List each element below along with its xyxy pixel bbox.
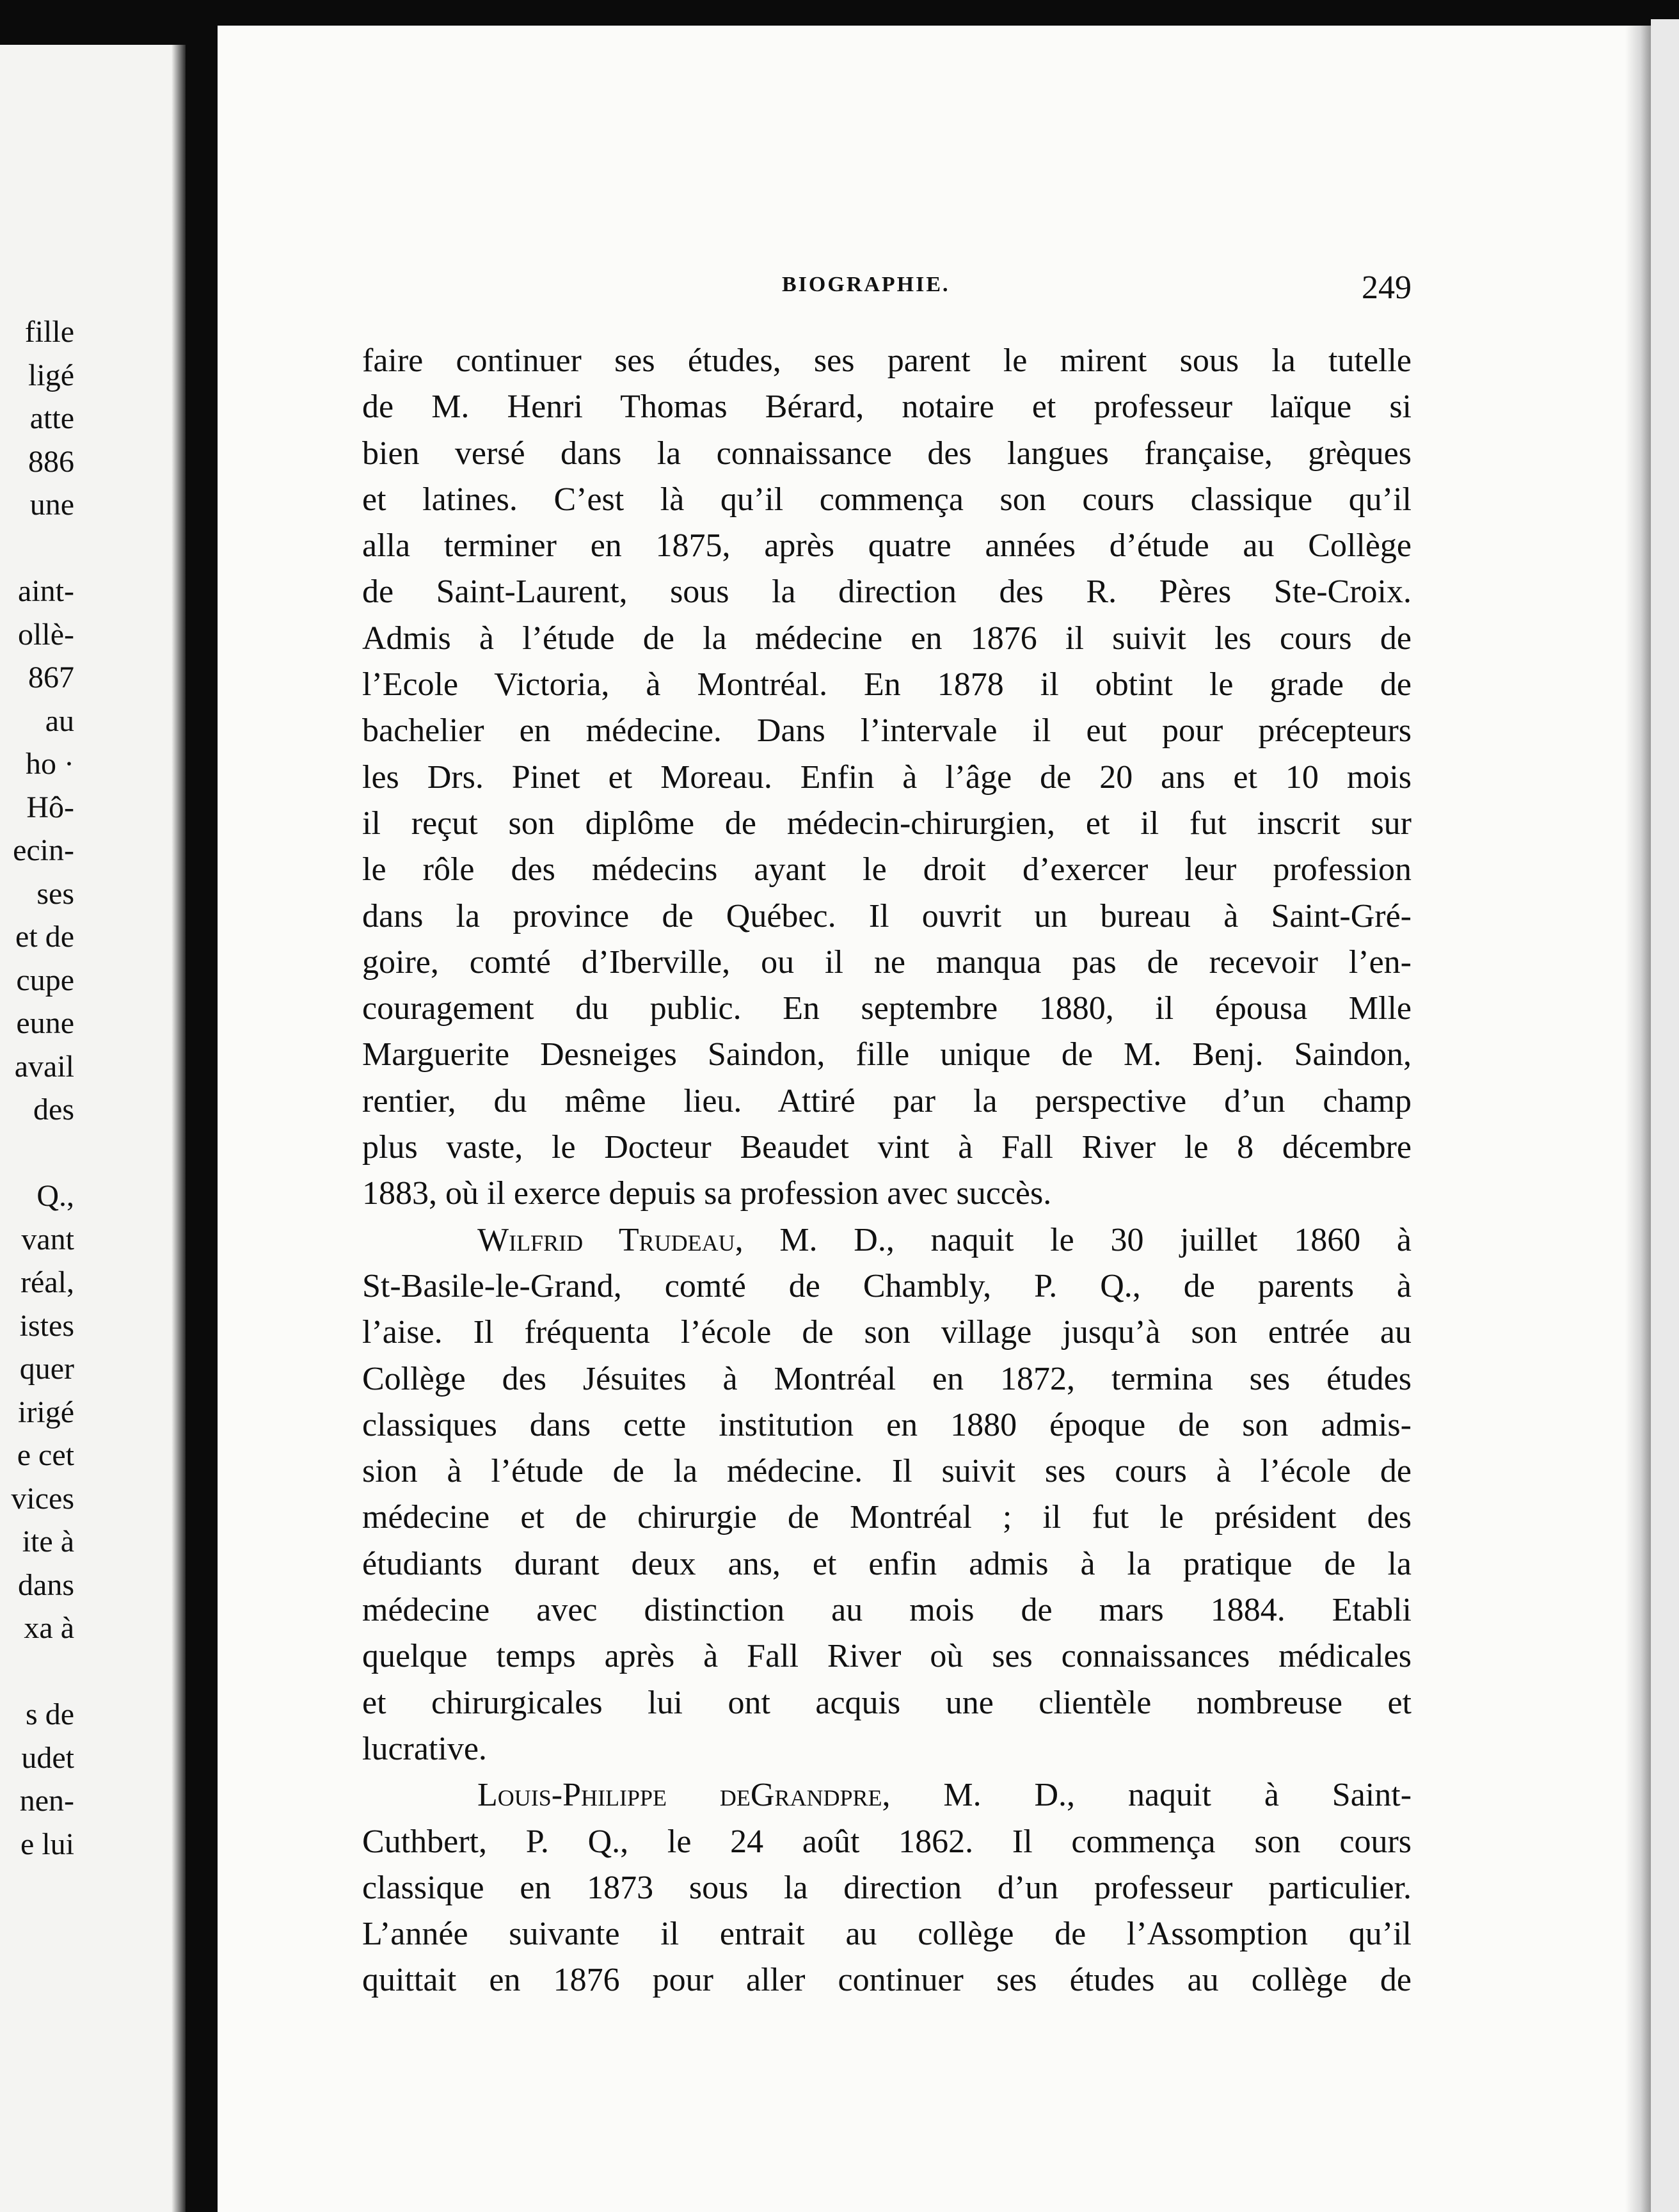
text-line: faire continuer ses études, ses parent le mirent sous la tutelle: [362, 342, 1412, 379]
fragment-line: ho ·: [26, 747, 74, 781]
fragment-line: eune: [16, 1006, 74, 1040]
text-line: plus vaste, le Docteur Beaudet vint à Fall River le 8 décembre: [362, 1129, 1412, 1166]
page-edge-shadow: [1625, 26, 1651, 2212]
text-line: Cuthbert, P. Q., le 24 août 1862. Il commença son cours: [362, 1823, 1412, 1860]
paragraph-start-degrandpre: [362, 1772, 1412, 1818]
text-line: de Saint-Laurent, sous la direction des R. Pères Ste-Croix.: [362, 573, 1412, 611]
fragment-line: e cet: [17, 1438, 74, 1472]
text-line: et latines. C’est là qu’il commença son cours classique qu’il: [362, 481, 1412, 518]
fragment-line: aint-: [18, 574, 74, 608]
text-line: goire, comté d’Iberville, ou il ne manqua pas de recevoir l’en-: [362, 943, 1412, 981]
fragment-line: e lui: [20, 1827, 74, 1861]
fragment-line: ses: [36, 876, 74, 911]
page-number: 249: [1362, 269, 1412, 306]
text-line: classiques dans cette institution en 1880 époque de son admis-: [362, 1406, 1412, 1443]
fragment-line: Hô-: [26, 790, 74, 824]
fragment-line: xa à: [24, 1611, 74, 1645]
fragment-line: réal,: [20, 1265, 74, 1299]
fragment-line: fille: [24, 315, 74, 349]
text-line: le rôle des médecins ayant le droit d’exercer leur profession: [362, 851, 1412, 888]
fragment-line: 886: [28, 444, 74, 479]
fragment-line: nen-: [19, 1784, 74, 1818]
paragraph-start-trudeau: [362, 1217, 1412, 1263]
fragment-line: ollè-: [18, 617, 74, 652]
stacked-pages-edge: [1651, 19, 1679, 2212]
text-line-rest: naquit le 30 juillet 1860 à: [930, 1221, 1412, 1258]
fragment-line: udet: [21, 1740, 74, 1775]
fragment-line: [0, 1650, 74, 1694]
fragment-line: et de: [15, 920, 74, 954]
text-line: quelque temps après à Fall River où ses connaissances médicales: [362, 1638, 1412, 1675]
fragment-line: au: [45, 703, 74, 738]
text-line: bachelier en médecine. Dans l’intervale il eut pour précepteurs: [362, 712, 1412, 749]
fragment-line: vant: [21, 1222, 74, 1256]
previous-page-text: [0, 310, 74, 1866]
body-text: [362, 338, 1412, 2004]
fragment-line: [0, 527, 74, 570]
text-line: 1883, où il exerce depuis sa profession avec succès.: [362, 1175, 1052, 1212]
fragment-line: une: [29, 488, 74, 522]
fragment-line: Q.,: [36, 1179, 74, 1213]
fragment-line: istes: [19, 1308, 74, 1343]
text-line: Admis à l’étude de la médecine en 1876 il suivit les cours de: [362, 620, 1412, 657]
fragment-line: dans: [18, 1567, 74, 1602]
text-line: couragement du public. En septembre 1880, il épousa Mlle: [362, 990, 1412, 1027]
text-line: classique en 1873 sous la direction d’un professeur particulier.: [362, 1869, 1412, 1906]
fragment-line: ite à: [22, 1525, 74, 1559]
fragment-line: vices: [11, 1481, 74, 1516]
text-line: les Drs. Pinet et Moreau. Enfin à l’âge de 20 ans et 10 mois: [362, 758, 1412, 796]
text-line: L’année suivante il entrait au collège de l’Assomption qu’il: [362, 1916, 1412, 1953]
text-line: étudiants durant deux ans, et enfin admis à la pratique de la: [362, 1545, 1412, 1582]
text-line: rentier, du même lieu. Attiré par la perspective d’un champ: [362, 1082, 1412, 1119]
fragment-line: des: [33, 1093, 74, 1126]
text-line: St-Basile-le-Grand, comté de Chambly, P. Q., de parents à: [362, 1267, 1412, 1304]
running-title: BIOGRAPHIE.: [782, 273, 950, 296]
text-line: et chirurgicales lui ont acquis une clientèle nombreuse et: [362, 1684, 1412, 1721]
name-degrandpre: Louis-Philippe deGrandpre, M. D.,: [477, 1777, 1076, 1814]
text-line: quittait en 1876 pour aller continuer ses études au collège de: [362, 1962, 1412, 1999]
text-line: de M. Henri Thomas Bérard, notaire et professeur laïque si: [362, 389, 1412, 426]
fragment-line: s de: [26, 1697, 74, 1731]
text-line: médecine et de chirurgie de Montréal ; il fut le président des: [362, 1499, 1412, 1536]
text-line: Collège des Jésuites à Montréal en 1872, termina ses études: [362, 1360, 1412, 1397]
text-line: lucrative.: [362, 1730, 487, 1767]
gutter-shadow: [171, 45, 186, 2212]
name-trudeau: Wilfrid Trudeau, M. D.,: [477, 1221, 895, 1258]
fragment-line: ligé: [28, 358, 74, 392]
text-line: sion à l’étude de la médecine. Il suivit ses cours à l’école de: [362, 1453, 1412, 1490]
text-line-rest: naquit à Saint-: [1127, 1777, 1412, 1814]
text-line: Marguerite Desneiges Saindon, fille unique de M. Benj. Saindon,: [362, 1036, 1412, 1073]
text-line: dans la province de Québec. Il ouvrit un bureau à Saint-Gré-: [362, 897, 1412, 934]
text-line: il reçut son diplôme de médecin-chirurgien, et il fut inscrit sur: [362, 805, 1412, 842]
text-line: alla terminer en 1875, après quatre années d’étude au Collège: [362, 527, 1412, 565]
fragment-line: irigé: [18, 1395, 74, 1429]
fragment-line: [0, 1132, 74, 1175]
running-head: [362, 269, 1412, 307]
text-line: l’Ecole Victoria, à Montréal. En 1878 il obtint le grade de: [362, 666, 1412, 703]
text-line: l’aise. Il fréquenta l’école de son village jusqu’à son entrée au: [362, 1314, 1412, 1351]
fragment-line: avail: [14, 1049, 74, 1084]
fragment-line: cupe: [16, 963, 74, 997]
fragment-line: quer: [19, 1352, 74, 1386]
text-line: bien versé dans la connaissance des langues française, grèques: [362, 435, 1412, 472]
text-line: médecine avec distinction au mois de mars 1884. Etabli: [362, 1592, 1412, 1629]
fragment-line: 867: [28, 661, 74, 694]
fragment-line: atte: [29, 401, 74, 435]
fragment-line: ecin-: [13, 833, 74, 867]
